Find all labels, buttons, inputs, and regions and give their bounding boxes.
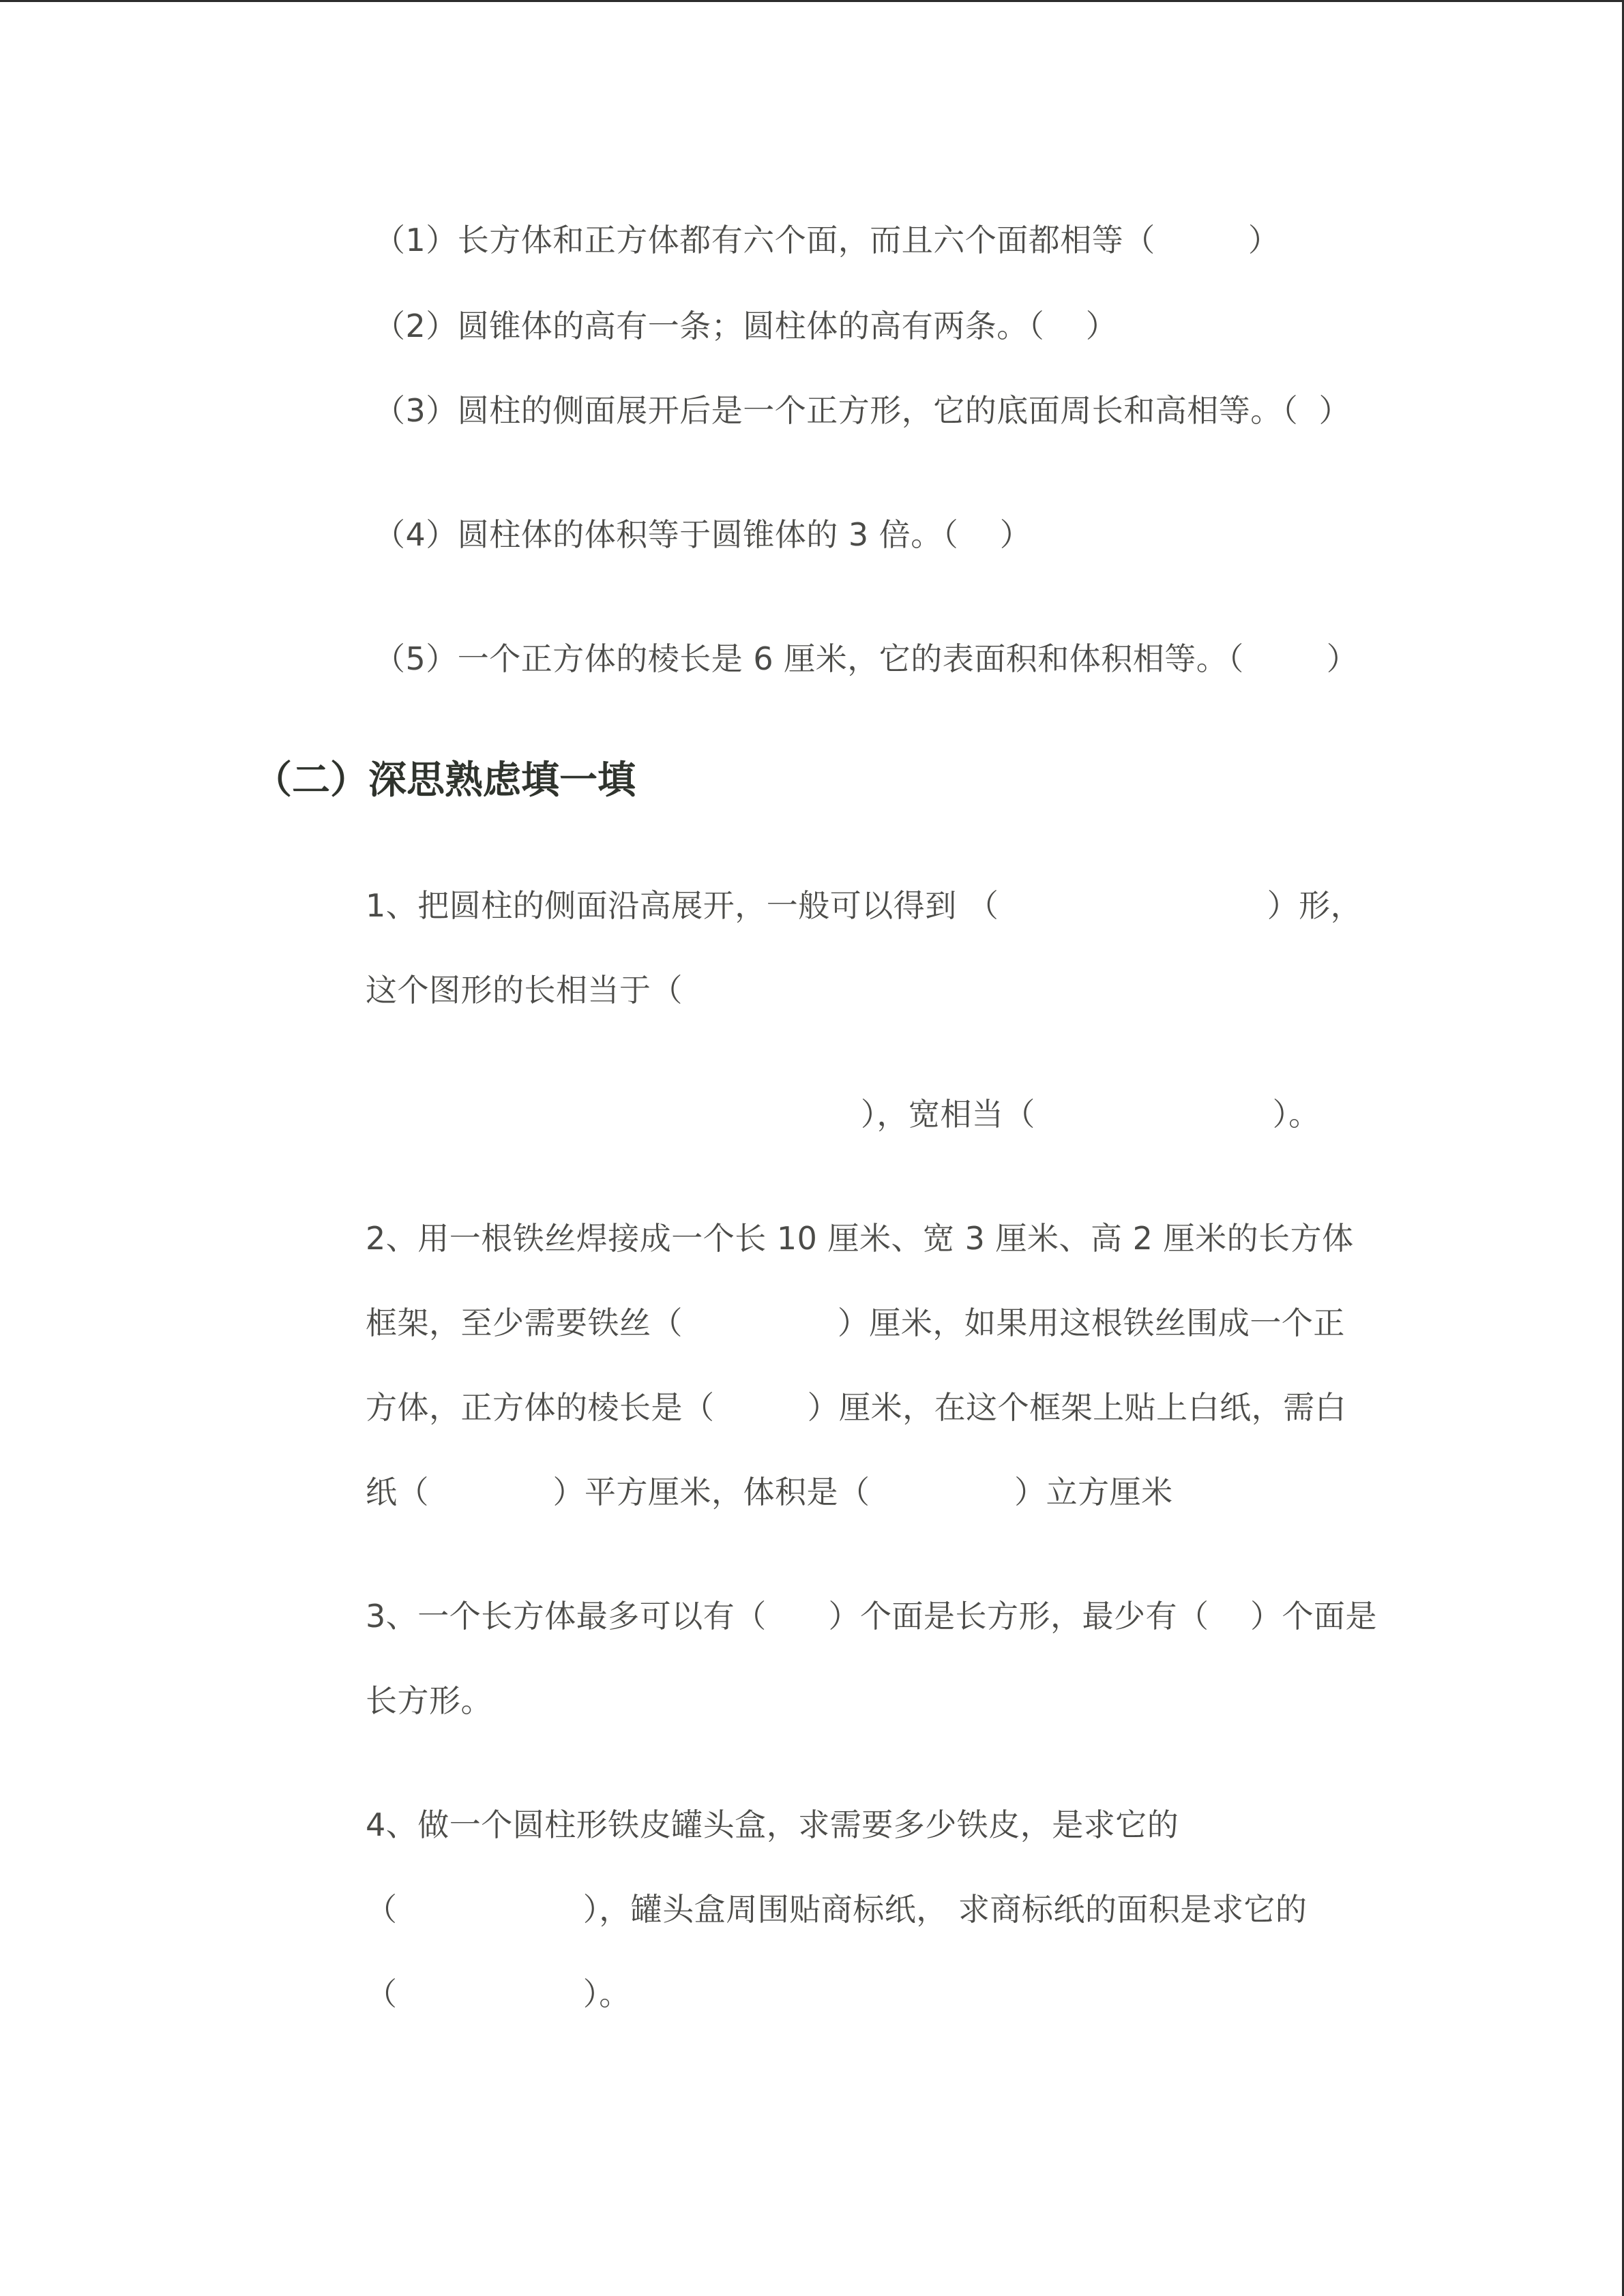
question-2-line-1: 2、用一根铁丝焊接成一个长 10 厘米、宽 3 厘米、高 2 厘米的长方体 (366, 1220, 1354, 1257)
section-heading: （二）深思熟虑填一填 (254, 758, 636, 803)
judgement-item-4: （4）圆柱体的体积等于圆锥体的 3 倍。（ ） (374, 516, 1032, 553)
page-top-border (0, 0, 1624, 2)
question-2-line-4: 纸（ ）平方厘米，体积是（ ）立方厘米 (366, 1474, 1173, 1510)
question-4-line-1: 4、做一个圆柱形铁皮罐头盒，求需要多少铁皮，是求它的 (366, 1806, 1179, 1843)
judgement-item-2: （2）圆锥体的高有一条；圆柱体的高有两条。（ ） (374, 308, 1118, 344)
judgement-item-3: （3）圆柱的侧面展开后是一个正方形，它的底面周长和高相等。（ ） (374, 392, 1351, 429)
question-2-line-2: 框架，至少需要铁丝（ ）厘米，如果用这根铁丝围成一个正 (366, 1304, 1345, 1341)
question-3-line-2: 长方形。 (366, 1682, 492, 1719)
judgement-item-5: （5）一个正方体的棱长是 6 厘米，它的表面积和体积相等。（ ） (374, 640, 1359, 677)
question-1-line-1: 1、把圆柱的侧面沿高展开，一般可以得到 （ ）形， (366, 887, 1363, 924)
question-2-line-3: 方体，正方体的棱长是（ ）厘米，在这个框架上贴上白纸，需白 (366, 1389, 1347, 1426)
question-1-line-3: ），宽相当（ ）。 (366, 1096, 1320, 1133)
question-3-line-1: 3、一个长方体最多可以有（ ）个面是长方形，最少有（ ）个面是 (366, 1598, 1377, 1635)
question-4-line-2: （ ），罐头盒周围贴商标纸， 求商标纸的面积是求它的 (366, 1891, 1308, 1928)
question-4-line-3: （ ）。 (366, 1976, 631, 2012)
judgement-item-1: （1）长方体和正方体都有六个面，而且六个面都相等（ ） (374, 222, 1280, 258)
question-1-line-2: 这个图形的长相当于（ (366, 972, 683, 1009)
